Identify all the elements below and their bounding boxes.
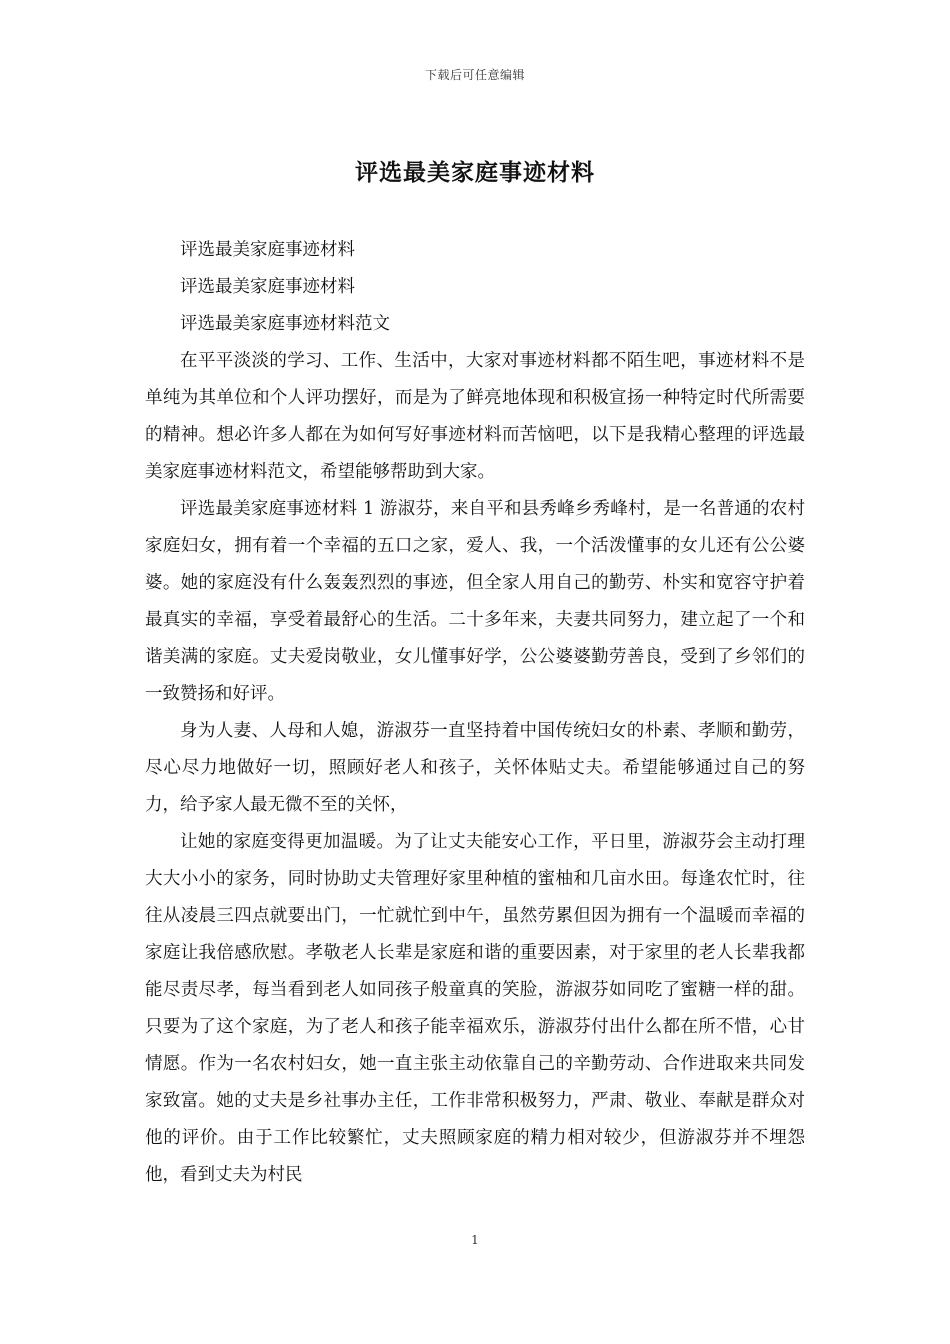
subtitle-line-3: 评选最美家庭事迹材料范文 [180, 314, 390, 334]
body-paragraph: 身为人妻、人母和人媳，游淑芬一直坚持着中国传统妇女的朴素、孝顺和勤劳，尽心尽力地做好一切，照顾好老人和孩子，关怀体贴丈夫。希望能够通过自己的努力，给予家人最无微不至的关怀， [145, 721, 805, 815]
document-body [145, 232, 805, 1194]
subtitle-line-1: 评选最美家庭事迹材料 [180, 240, 355, 260]
header-note: 下载后可任意编辑 [424, 68, 525, 82]
body-paragraph: 评选最美家庭事迹材料 1 游淑芬，来自平和县秀峰乡秀峰村，是一名普通的农村家庭妇女，拥有着一个幸福的五口之家，爱人、我，一个活泼懂事的女儿还有公公婆婆。她的家庭没有什么轰轰烈烈的事迹，但全家人用自己的勤劳、朴实和宽容守护着最真实的幸福，享受着最舒心的生活。二十多年来，夫妻共同努力，建立起了一个和谐美满的家庭。丈夫爱岗敬业，女儿懂事好学，公公婆婆勤劳善良，受到了乡邻们的一致赞扬和好评。 [145, 499, 805, 704]
page-number: 1 [471, 1233, 479, 1247]
intro-paragraph: 在平平淡淡的学习、工作、生活中，大家对事迹材料都不陌生吧，事迹材料不是单纯为其单位和个人评功摆好，而是为了鲜亮地体现和积极宣扬一种特定时代所需要的精神。想必许多人都在为如何写好事迹材料而苦恼吧，以下是我精心整理的评选最美家庭事迹材料范文，希望能够帮助到大家。 [145, 351, 805, 482]
body-paragraph: 让她的家庭变得更加温暖。为了让丈夫能安心工作，平日里，游淑芬会主动打理大大小小的家务，同时协助丈夫管理好家里种植的蜜柚和几亩水田。每逢农忙时，往往从凌晨三四点就要出门，一忙就忙到中午，虽然劳累但因为拥有一个温暖而幸福的家庭让我倍感欣慰。孝敬老人长辈是家庭和谐的重要因素，对于家里的老人长辈我都能尽责尽孝，每当看到老人如同孩子般童真的笑脸，游淑芬如同吃了蜜糖一样的甜。只要为了这个家庭，为了老人和孩子能幸福欢乐，游淑芬付出什么都在所不惜，心甘情愿。作为一名农村妇女，她一直主张主动依靠自己的辛勤劳动、合作进取来共同发家致富。她的丈夫是乡社事办主任，工作非常积极努力，严肃、敬业、奉献是群众对他的评价。由于工作比较繁忙，丈夫照顾家庭的精力相对较少，但游淑芬并不埋怨他，看到丈夫为村民 [145, 832, 805, 1185]
subtitle-line-2: 评选最美家庭事迹材料 [180, 277, 355, 297]
document-title: 评选最美家庭事迹材料 [355, 159, 595, 186]
